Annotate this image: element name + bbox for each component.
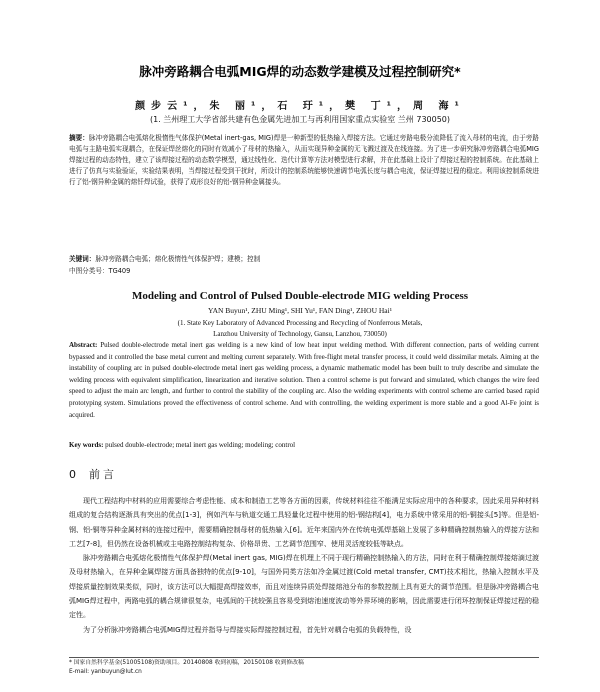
keywords-label-chinese: 关键词： <box>69 255 96 263</box>
abstract-label-english: Abstract: <box>69 341 98 349</box>
abstract-english <box>69 340 539 421</box>
abstract-text-english: Pulsed double-electrode metal inert gas welding is a new kind of low heat input welding method. With different connection, parts of welding current bypassed and it controlled the base metal current and melting current separately. With free-flight metal transfer process, it could weld dissimilar metals. Aiming at the instability of coupling arc in pulsed double-electrode metal inert gas welding process, a dynamic mathematic model has been built to truly describe and simulate the welding process with equivalent simplification, linearization and iterative solution. Then a control scheme is put forward and simulated, which changes the wire feed speed to adjust the main arc length, and further to control the stability of the coupling arc. Also the welding experiments with control scheme are carried based rapid prototyping system. Simulations proved the effectiveness of control scheme. And with controlling, the welding experiment is more stable and a good Al-Fe joint is acquired. <box>69 341 539 419</box>
footnote-email: E-mail: yanbuyun@lut.cn <box>69 669 142 675</box>
body-text <box>69 494 539 637</box>
abstract-label-chinese: 摘要： <box>69 134 89 142</box>
authors-english: YAN Buyun¹, ZHU Ming¹, SHI Yu¹, FAN Ding¹, ZHOU Hai¹ <box>208 306 392 315</box>
authors-chinese: 颜步云¹，朱 丽¹，石 玗¹，樊 丁¹，周 海¹ <box>135 101 465 112</box>
abstract-chinese <box>69 133 539 188</box>
body-paragraph: 为了分析脉冲旁路耦合电弧MIG焊过程并指导与焊接实际焊接控制过程，首先针对耦合电弧的负载特性，设 <box>83 625 412 634</box>
section-heading <box>69 466 127 482</box>
title-english: Modeling and Control of Pulsed Double-electrode MIG welding Process <box>131 290 469 302</box>
abstract-text-chinese: 脉冲旁路耦合电弧熔化极惰性气体保护(Metal inert-gas, MIG)焊是一种新型的低热输入焊接方法。它通过旁路电极分流降低了流入母材的电流，由于旁路电弧与主路电弧实现耦合，在保证焊丝熔化的同时有效减小了母材的热输入，从而实现异种金属的无飞溅过渡及在线连接。为了进一步研究脉冲旁路耦合电弧MIG焊接过程的动态特性，建立了该焊接过程的动态数学模型，通过线性化、迭代计算等方法对模型进行求解，并在此基础上设计了焊接过程的控制系统。在此基础上进行了仿真与实验验证，实验结果表明，当焊接过程受到干扰时，所设计的控制系统能够快速调节电弧长度与耦合电流，保证焊接过程的稳定。利用该控制系统进行了铝-钢异种金属的熔钎焊试验，获得了成形良好的铝-钢异种金属接头。 <box>69 134 539 186</box>
section-title: 前言 <box>89 468 117 481</box>
classification-code: 中图分类号：TG409 <box>69 267 131 275</box>
affiliation-chinese: (1. 兰州理工大学省部共建有色金属先进加工与再利用国家重点实验室 兰州 730050) <box>149 115 451 124</box>
affiliation-english-line-1: (1. State Key Laboratory of Advanced Processing and Recycling of Nonferrous Metals, <box>177 319 423 327</box>
keywords-text-english: pulsed double-electrode; metal inert gas welding; modeling; control <box>105 441 296 449</box>
body-paragraph: 脉冲旁路耦合电弧熔化极惰性气体保护焊(Metal inert gas, MIG)焊在机理上不同于现行精确控制热输入的方法，同时在利于精确控制焊接熔滴过渡及母材热输入，在异种金属焊接方面具备独特的优点[9-10]，与国外同类方法如冷金属过渡(Cold metal transfer, CMT)技术相比，热输入控制水平及焊接质量控制效果类似，同时，该方法可以大幅提高焊接效率，而且对连续异质处焊接熔池分布的参数控制上具有更大的调节范围。但是脉冲旁路耦合电弧MIG焊过程中，两路电弧的耦合规律很复杂，电弧间的干扰较强且容易受到熔池速度波动等外界环境的影响，因此需要进行闭环控制保证焊接过程的稳定性。 <box>69 554 539 620</box>
title-chinese: 脉冲旁路耦合电弧MIG焊的动态数学建模及过程控制研究* <box>139 64 461 79</box>
footnote-divider <box>69 657 539 658</box>
footnote <box>69 659 539 677</box>
body-paragraph: 现代工程结构中材料的应用需要综合考虑性能、成本和制造工艺等各方面的因素，传统材料往往不能满足实际应用中的各种要求，因此采用异种材料组成的复合结构逐渐具有突出的优点[1-3]，例如汽车与轨道交通工具轻量化过程中使用的铝-钢结构[4]，电力系统中常采用的铝-铜接头[5]等。但是铝-钢、铝-铜等异种金属材料的连接过程中，需要精确控制母材的低热输入[6]。近年来国内外在传统电弧焊基础上发展了多种精确控制热输入的焊接方法和工艺[7-8]，但仍然在设备机械或主电路控制结构复杂、价格昂贵、工艺调节范围窄、使用灵活度较低等缺点。 <box>69 497 539 548</box>
section-number: 0 <box>69 468 79 481</box>
affiliation-english-line-2: Lanzhou University of Technology, Gansu, Lanzhou, 730050) <box>213 330 387 338</box>
keywords-text-chinese: 脉冲旁路耦合电弧；熔化极惰性气体保护焊；建模；控制 <box>95 255 261 263</box>
footnote-funding: * 国家自然科学基金(51005108)资助项目。20140808 收到初稿，20150108 收到修改稿 <box>69 660 304 666</box>
keywords-chinese <box>69 254 539 265</box>
keywords-english <box>69 440 539 451</box>
keywords-label-english: Key words: <box>69 441 104 449</box>
affiliation-english <box>0 318 600 340</box>
